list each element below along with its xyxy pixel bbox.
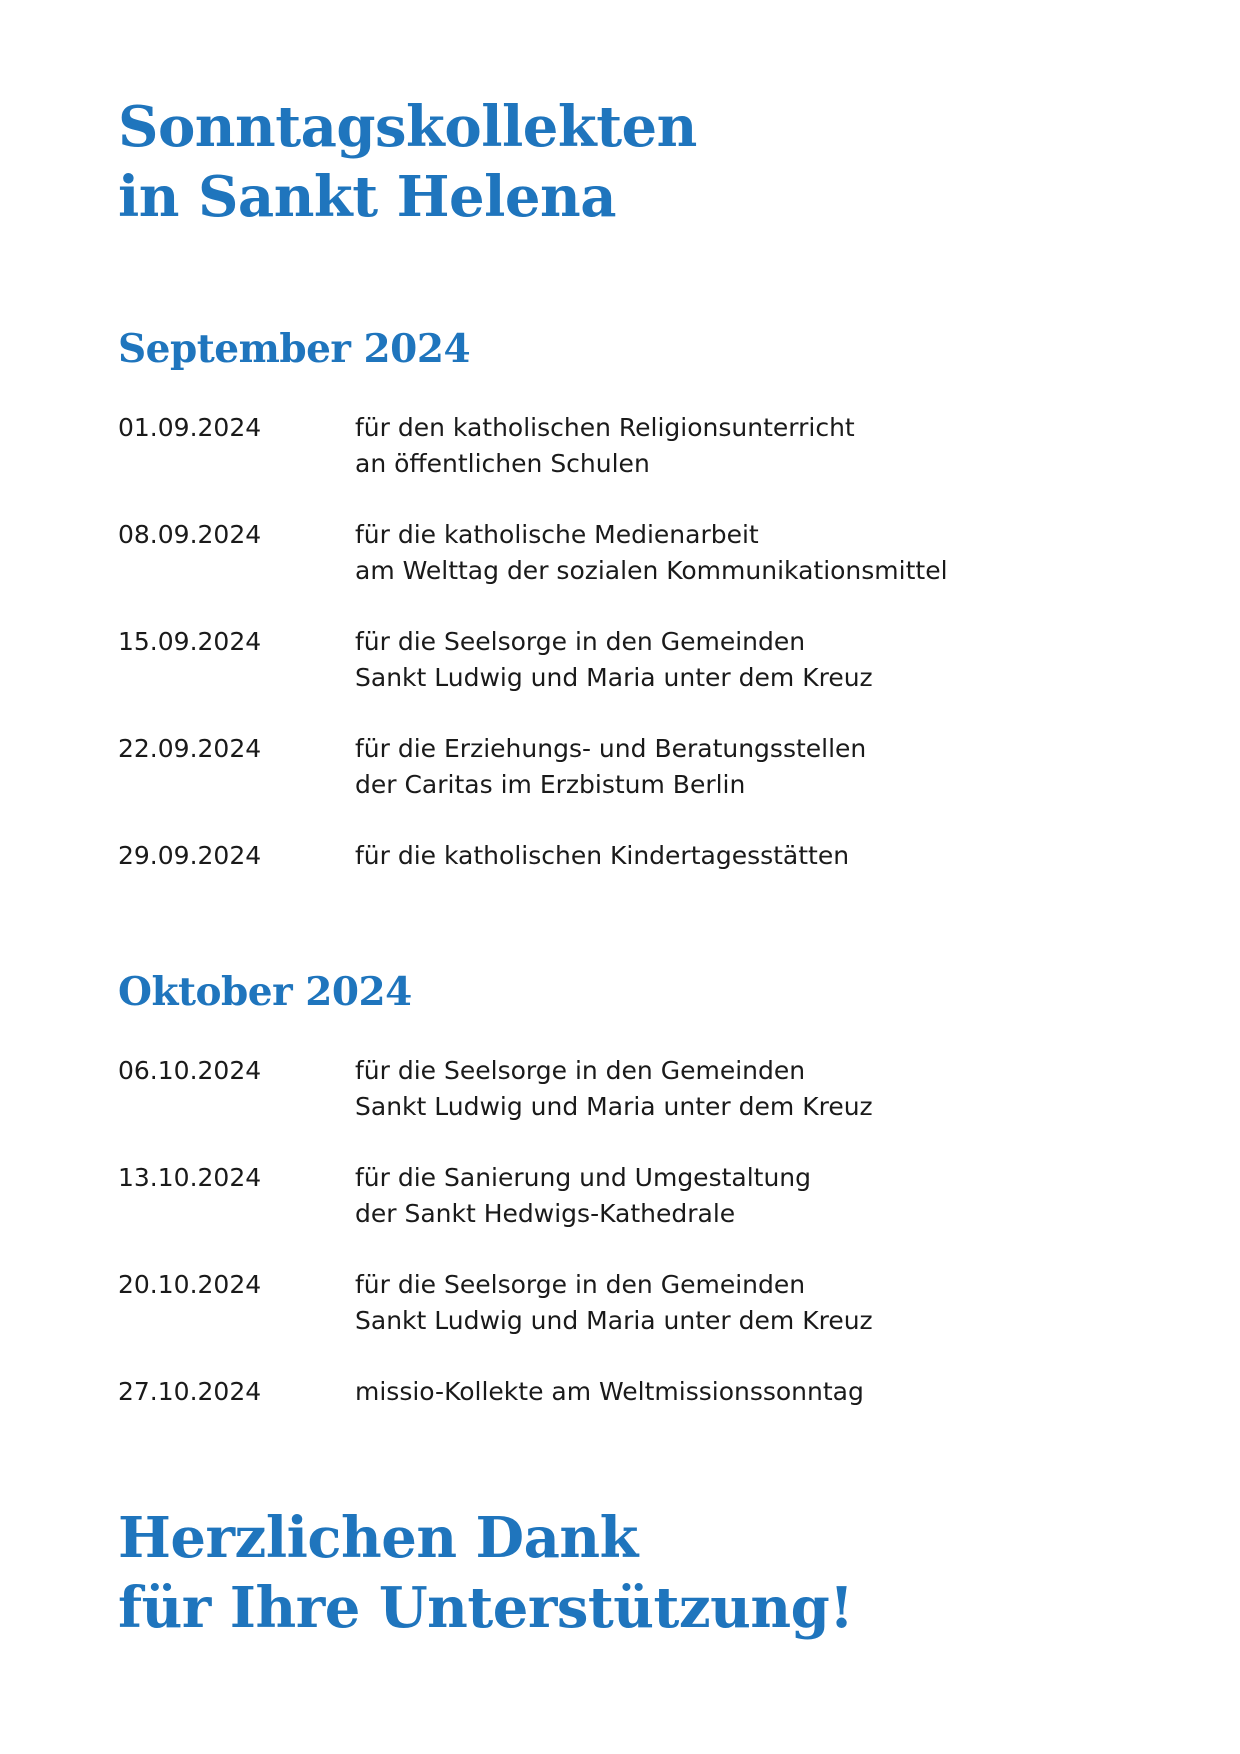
entry-description — [355, 410, 1118, 482]
entry-description — [355, 838, 1118, 874]
entry-description-line-2: an öffentlichen Schulen — [355, 449, 650, 478]
entry-date: 08.09.2024 — [118, 520, 262, 549]
list-item — [118, 1374, 1118, 1410]
entry-date: 15.09.2024 — [118, 627, 262, 656]
list-item — [118, 410, 1118, 482]
section-heading-oktober: Oktober 2024 — [118, 969, 412, 1015]
collection-list-september — [118, 410, 1118, 909]
entry-description-line-1: für die Seelsorge in den Gemeinden — [355, 1270, 806, 1299]
list-item — [118, 731, 1118, 803]
entry-description-line-1: missio-Kollekte am Weltmissionssonntag — [355, 1377, 864, 1406]
entry-description — [355, 1374, 1118, 1410]
list-item — [118, 624, 1118, 696]
entry-description-line-1: für die katholische Medienarbeit — [355, 520, 759, 549]
list-item — [118, 838, 1118, 874]
entry-description-line-2: der Caritas im Erzbistum Berlin — [355, 770, 746, 799]
entry-date: 06.10.2024 — [118, 1056, 262, 1085]
entry-description — [355, 1267, 1118, 1339]
closing-message-line-1: Herzlichen Dank — [118, 1505, 638, 1571]
entry-description-line-2: Sankt Ludwig und Maria unter dem Kreuz — [355, 663, 873, 692]
entry-description — [355, 517, 1118, 589]
entry-date: 20.10.2024 — [118, 1270, 262, 1299]
entry-description — [355, 624, 1118, 696]
entry-date: 27.10.2024 — [118, 1377, 262, 1406]
entry-description-line-1: für die Sanierung und Umgestaltung — [355, 1163, 812, 1192]
entry-date: 29.09.2024 — [118, 841, 262, 870]
page-title — [118, 92, 697, 232]
list-item — [118, 1053, 1118, 1125]
collection-list-oktober — [118, 1053, 1118, 1445]
entry-date: 01.09.2024 — [118, 413, 262, 442]
entry-date: 22.09.2024 — [118, 734, 262, 763]
entry-description-line-2: Sankt Ludwig und Maria unter dem Kreuz — [355, 1092, 873, 1121]
closing-message-line-2: für Ihre Unterstützung! — [118, 1575, 854, 1641]
entry-description — [355, 1160, 1118, 1232]
list-item — [118, 1160, 1118, 1232]
entry-description — [355, 731, 1118, 803]
entry-description-line-1: für die Seelsorge in den Gemeinden — [355, 627, 806, 656]
entry-description-line-1: für die Erziehungs- und Beratungsstellen — [355, 734, 867, 763]
section-heading-september: September 2024 — [118, 326, 471, 372]
entry-date: 13.10.2024 — [118, 1163, 262, 1192]
entry-description-line-2: der Sankt Hedwigs-Kathedrale — [355, 1199, 736, 1228]
list-item — [118, 1267, 1118, 1339]
list-item — [118, 517, 1118, 589]
page-title-line-2: in Sankt Helena — [118, 164, 617, 230]
page-title-line-1: Sonntagskollekten — [118, 94, 697, 160]
entry-description-line-1: für den katholischen Religionsunterricht — [355, 413, 855, 442]
entry-description-line-2: Sankt Ludwig und Maria unter dem Kreuz — [355, 1306, 873, 1335]
entry-description-line-1: für die katholischen Kindertagesstätten — [355, 841, 850, 870]
entry-description — [355, 1053, 1118, 1125]
closing-message — [118, 1503, 853, 1643]
entry-description-line-1: für die Seelsorge in den Gemeinden — [355, 1056, 806, 1085]
entry-description-line-2: am Welttag der sozialen Kommunikationsmittel — [355, 556, 948, 585]
